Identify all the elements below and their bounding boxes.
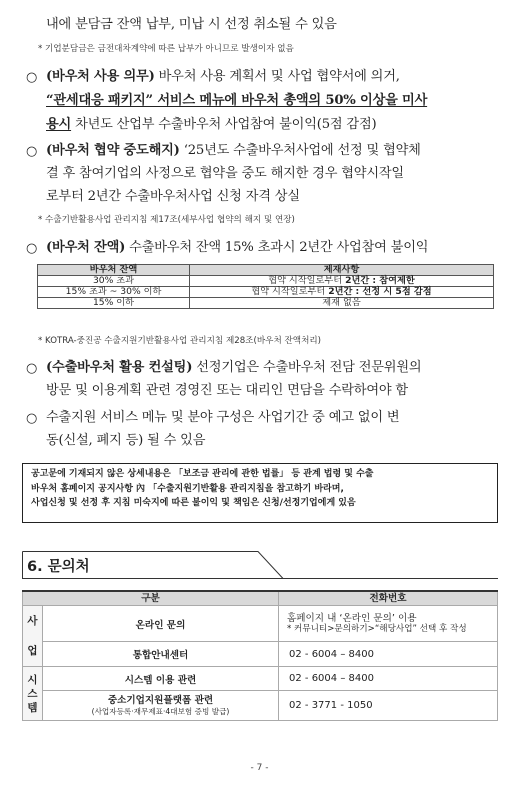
menu-change-line2: 동(신설, 폐지 등) 될 수 있음 bbox=[46, 433, 206, 448]
table-row: 15% 이하 제재 없음 bbox=[38, 298, 494, 309]
table-row: 15% 초과 ~ 30% 이하 협약 시작일로부터 2년간 : 선정 시 5점 감점 bbox=[38, 287, 494, 298]
footnote-company-share: * 기업분담금은 금전대차계약에 따른 납부가 아니므로 발생이자 없음 bbox=[38, 44, 294, 54]
voucher-usage-title: (바우처 사용 의무) bbox=[46, 69, 155, 84]
table-row: 통합안내센터 02 - 6004 – 8400 bbox=[23, 642, 498, 667]
paragraph-continuation: 내에 분담금 잔액 납부, 미납 시 선정 취소될 수 있음 bbox=[46, 17, 337, 32]
consulting-title: (수출바우처 활용 컨설팅) bbox=[46, 360, 193, 375]
footnote-termination: * 수출기반활용사업 관리지침 제17조(세부사업 협약의 해지 및 연장) bbox=[38, 215, 295, 225]
voucher-usage-line3: 용시 차년도 산업부 수출바우처 사업참여 불이익(5점 감점) bbox=[46, 117, 377, 132]
balance-title: (바우처 잔액) bbox=[46, 240, 126, 255]
table-header: 바우처 잔액 bbox=[38, 265, 190, 276]
table-header: 제재사항 bbox=[190, 265, 494, 276]
balance-line1: (바우처 잔액) 수출바우처 잔액 15% 초과시 2년간 사업참여 불이익 bbox=[46, 240, 429, 255]
menu-change-line1: 수출지원 서비스 메뉴 및 분야 구성은 사업기간 중 예고 없이 변 bbox=[46, 410, 400, 425]
bullet-icon: ○ bbox=[26, 361, 38, 376]
termination-line2: 결 후 참여기업의 사정으로 협약을 중도 해지한 경우 협약시작일 bbox=[46, 166, 404, 181]
footnote-balance: * KOTRA-중진공 수출지원기반활용사업 관리지침 제28조(바우처 잔액처리) bbox=[38, 336, 322, 346]
table-row: 중소기업지원플랫폼 관련 (사업자등록·재무제표·4대보험 증빙 발급) 02 - 3771 - 1050 bbox=[23, 691, 498, 721]
notice-line: 공고문에 기재되지 않은 상세내용은 「보조금 관리에 관한 법률」 등 관계 법령 및 수출 bbox=[31, 469, 374, 479]
table-row: 30% 초과 협약 시작일로부터 2년간 : 참여제한 bbox=[38, 276, 494, 287]
section-title: 6. 문의처 bbox=[27, 559, 90, 575]
balance-penalty-table bbox=[37, 264, 494, 309]
notice-line: 바우처 홈페이지 공지사항 內 「수출지원기반활용 관리지침을 참고하기 바라며, bbox=[31, 483, 344, 494]
termination-line1: (바우처 협약 중도해지) ‘25년도 수출바우처사업에 선정 및 협약체 bbox=[46, 143, 421, 158]
group-label: 사 업 bbox=[23, 606, 43, 667]
termination-line3: 로부터 2년간 수출바우처사업 신청 자격 상실 bbox=[46, 189, 300, 204]
section-heading bbox=[22, 551, 284, 579]
table-header: 전화번호 bbox=[279, 591, 498, 606]
consulting-line1: (수출바우처 활용 컨설팅) 선정기업은 수출바우처 전담 전문위원의 bbox=[46, 360, 422, 375]
voucher-usage-line2: “관세대응 패키지” 서비스 메뉴에 바우처 총액의 50% 이상을 미사 bbox=[46, 93, 428, 108]
consulting-line2: 방문 및 이용계획 관련 경영진 또는 대리인 면담을 수락하여야 함 bbox=[46, 383, 408, 398]
table-row: 사 업 온라인 문의 홈페이지 내 ‘온라인 문의’ 이용 * 커뮤니티>문의하기>“해당사업” 선택 후 작성 bbox=[23, 606, 498, 642]
page-number: - 7 - bbox=[250, 763, 269, 773]
divider bbox=[284, 578, 498, 579]
bullet-icon: ○ bbox=[26, 411, 38, 426]
termination-title: (바우처 협약 중도해지) bbox=[46, 143, 180, 158]
notice-box bbox=[22, 463, 498, 523]
notice-line: 사업신청 및 선정 후 지침 미숙지에 따른 불이익 및 책임은 신청/선정기업에게 있음 bbox=[31, 498, 356, 508]
bullet-icon: ○ bbox=[26, 70, 38, 85]
table-header: 구분 bbox=[23, 591, 279, 606]
bullet-icon: ○ bbox=[26, 241, 38, 256]
voucher-usage-line1: (바우처 사용 의무) 바우처 사용 계획서 및 사업 협약서에 의거, bbox=[46, 69, 400, 84]
table-row: 시 스 템 시스템 이용 관련 02 - 6004 – 8400 bbox=[23, 667, 498, 691]
contact-table bbox=[22, 590, 498, 721]
system-label: 시 스 템 bbox=[23, 667, 43, 721]
bullet-icon: ○ bbox=[26, 144, 38, 159]
